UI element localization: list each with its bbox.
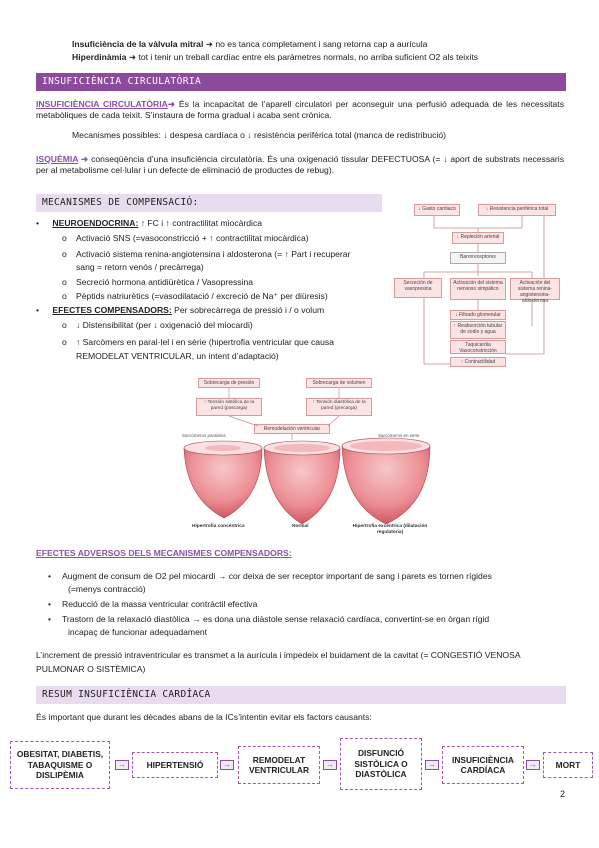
box-label: Activación del sistema renina-angiotensina-aldosterona	[517, 280, 553, 304]
adverse-item-text: Reducció de la massa ventricular contràctil efectiva	[62, 599, 258, 609]
mecanismes-text: Mecanismes possibles: ↓ despesa cardíaca o ↓ resistència perifèrica total (manca de redistribució)	[72, 130, 446, 140]
neuro-label: NEUROENDOCRINA:	[52, 218, 139, 228]
flow-step-hipertensio	[132, 752, 218, 778]
box-label: Remodelación ventricular	[263, 426, 321, 432]
label-hipertrofia-concentrica	[192, 524, 245, 530]
sub-item-text: Activació SNS (=vasoconstricció + ↑ contractilitat miocàrdica)	[76, 233, 309, 243]
box-vasopresina	[394, 278, 442, 298]
box-label: Barorreceptores	[460, 254, 496, 260]
box-label: Taquicardia Vasoconstricción	[459, 342, 497, 354]
sub-item-text: Activació sistema renina-angiotensina i aldosterona (= ↑ Part i recuperar	[76, 249, 351, 259]
isquemia-text: conseqüència d’una insuficiència circulatòria. És una oxigenació tissular DEFECTUOSA (= ↓ aport de substrats necessaris per al metabolisme cel·lular i un defecte de eliminació de productes de rebug).	[36, 154, 564, 175]
term-circulatoria: INSUFICIÈNCIA CIRCULATÒRIA	[36, 99, 168, 109]
bullet-efectes	[36, 305, 324, 316]
increment-paragraph	[36, 650, 521, 661]
definition-text: És la incapacitat de l’aparell circulatori per aconseguir una perfusió adequada de les necessitats metabòliques de cada teixit. S’instaura de forma gradual i acaba sent crònica.	[36, 99, 564, 120]
compensation-flowchart-figure	[384, 194, 564, 372]
box-filtrado	[450, 310, 506, 320]
arrow-right-icon: →	[526, 760, 540, 770]
bullet-neuroendocrina	[36, 218, 262, 229]
box-barorreceptores	[450, 252, 506, 264]
box-taquicardia	[450, 340, 506, 354]
increment-text: PULMONAR O SISTÈMICA)	[36, 664, 146, 674]
intro-line-1	[72, 39, 427, 50]
bullet-dot-icon: •	[36, 218, 40, 228]
intro-line-2	[72, 52, 478, 63]
caption-text: Sarcómeros en serie	[378, 433, 420, 438]
efectes-text: Per sobrecàrrega de pressió i / o volum	[174, 305, 325, 315]
flow-step-label: HIPERTENSIÓ	[146, 759, 204, 770]
section-title: INSUFICIÈNCIA CIRCULATÒRIA	[42, 76, 202, 87]
box-resistencia	[478, 204, 556, 216]
sub-item-text: sang = retorn venós / precàrrega)	[76, 262, 204, 272]
intro-text-1: no es tanca completament i sang retorna cap a aurícula	[215, 39, 428, 49]
arrow-right-icon: ➜	[128, 52, 139, 62]
arrow-right-icon: ➜	[167, 99, 179, 109]
section-title: MECANISMES DE COMPENSACIÓ:	[42, 197, 199, 208]
sub-bullet-icon: o	[62, 291, 67, 301]
term-isquemia: ISQUÈMIA	[36, 154, 79, 164]
caption-text: Normal	[292, 524, 309, 529]
arrow-right-icon: →	[220, 760, 234, 770]
adverse-item	[48, 614, 489, 625]
intro-term-2: Hiperdinàmia	[72, 52, 127, 62]
sub-bullet-icon: o	[62, 337, 67, 347]
resum-intro	[36, 712, 372, 723]
box-reabsorcion	[450, 321, 506, 339]
adverse-item	[48, 571, 492, 582]
resum-intro-text: És important que durant les dècades abans de la ICs’intentin evitar els factors causants:	[36, 712, 372, 722]
arrow-right-icon: ➜	[78, 154, 92, 164]
adverse-item-text: Trastorn de la relaxació diastòlica → es dona una diàstole sense relaxació cardíaca, convertint-se en òrgan rígid	[62, 614, 490, 624]
flow-step-mort	[543, 752, 593, 778]
sub-item-text: ↓ Distensibilitat (per ↓ oxigenació del miocardi)	[76, 320, 253, 330]
sub-item-text: ↑ Sarcòmers en paral·lel i en sèrie (hipertrofia ventricular que causa	[76, 337, 334, 347]
ventricular-remodeling-figure	[178, 378, 434, 538]
box-label: Activación del sistema nervioso simpático	[453, 280, 503, 292]
box-label: ↑ Contractilidad	[460, 359, 496, 365]
flow-step-label: DISFUNCIÓ SISTÒLICA O DIASTÒLICA	[354, 748, 408, 780]
label-hipertrofia-excentrica	[350, 524, 430, 536]
adverse-item	[48, 599, 257, 610]
box-label: ↓ Repleción arterial	[456, 234, 500, 240]
bullet-dot-icon: •	[48, 571, 52, 581]
box-renina	[510, 278, 560, 304]
flow-step-label: OBESITAT, DIABETIS, TABAQUISME O DISLIPÈMIA	[16, 749, 104, 781]
caption-text: Sarcómeros paralelos	[182, 433, 226, 438]
section-header-mecanismes	[36, 194, 382, 212]
sub-bullet-icon: o	[62, 277, 67, 287]
bullet-dot-icon: •	[36, 305, 40, 315]
page-number-text: 2	[559, 789, 565, 799]
flow-step-insuficiencia	[442, 746, 524, 784]
sub-item	[62, 277, 253, 288]
box-label: Sobrecarga de volumen	[312, 380, 366, 386]
sub-item	[62, 233, 309, 244]
circulatoria-definition	[36, 99, 564, 121]
sub-bullet-icon: o	[62, 320, 67, 330]
box-label: ↓ Gasto cardiaco	[418, 206, 456, 212]
sub-bullet-icon: o	[62, 249, 67, 259]
box-label: ↓ Filtrado glomerular	[455, 312, 501, 318]
sub-item	[62, 291, 328, 302]
box-label: Sobrecarga de presión	[203, 380, 255, 386]
sub-item-cont	[76, 351, 279, 362]
flow-step-label: INSUFICIÈNCIA CARDÍACA	[452, 754, 514, 775]
box-label: ↑ Tensión diastólica de la pared (precarga)	[312, 400, 366, 411]
section-header-circulatoria	[36, 73, 566, 91]
arrow-right-icon: →	[425, 760, 439, 770]
sub-item-cont	[76, 262, 204, 273]
box-label: ↓ Resistencia periférica total	[485, 206, 549, 212]
adversos-title-text: EFECTES ADVERSOS DELS MECANISMES COMPENSADORS:	[36, 548, 292, 558]
efectes-label: EFECTES COMPENSADORS:	[52, 305, 172, 315]
caption-text: Hipertrofia concéntrica	[192, 524, 245, 529]
arrow-right-icon: ➜	[205, 39, 216, 49]
box-label: ↑ Reabsorción tubular de sodio y agua	[453, 323, 503, 335]
sub-item-text: Pèptids natriurètics (=vasodilatació / excreció de Na⁺ per diüresis)	[76, 291, 328, 301]
hearts-illustration	[178, 378, 434, 538]
flow-step-disfuncio	[340, 738, 422, 790]
box-repleccion	[452, 232, 504, 244]
adverse-item-text: Augment de consum de O2 pel miocardi → cor deixa de ser receptor important de sang i parets es tornen rígides	[62, 571, 492, 581]
sub-item	[62, 249, 350, 260]
box-gasto-cardiaco	[414, 204, 460, 216]
flow-step-risk-factors	[10, 741, 110, 789]
sub-item-text: Secreció hormona antidiürètica / Vasopressina	[76, 277, 254, 287]
box-label: ↑ Tensión sistólica de la pared (poscarga)	[203, 400, 255, 411]
adverse-item-cont	[68, 627, 207, 638]
flow-step-remodelat	[238, 746, 320, 784]
adverse-item-cont	[68, 584, 146, 595]
sub-item	[62, 320, 253, 331]
arrow-right-icon: →	[115, 760, 129, 770]
flow-step-label: REMODELAT VENTRICULAR	[248, 754, 310, 775]
page-number	[560, 789, 565, 801]
flow-step-label: MORT	[555, 759, 581, 770]
box-simpatico	[450, 278, 506, 300]
sub-item-text: REMODELAT VENTRICULAR, un intent d’adaptació)	[76, 351, 279, 361]
isquemia-paragraph	[36, 154, 564, 176]
box-label: Secreción de vasopresina	[403, 280, 433, 292]
sub-item	[62, 337, 334, 348]
arrow-right-icon: →	[323, 760, 337, 770]
intro-text-2: tot i tenir un treball cardíac entre els paràmetres normals, no arriba suficient O2 als teixits	[138, 52, 479, 62]
adversos-title	[36, 548, 292, 559]
mecanismes-possibles	[72, 130, 446, 141]
adverse-item-text: (=menys contracció)	[68, 584, 146, 594]
bullet-dot-icon: •	[48, 599, 52, 609]
increment-paragraph-cont	[36, 664, 145, 675]
section-header-resum	[36, 686, 566, 704]
box-contractilidad	[450, 357, 506, 367]
bullet-dot-icon: •	[48, 614, 52, 624]
sub-bullet-icon: o	[62, 233, 67, 243]
caption-text: Hipertrofia excéntrica (dilatación regulatoria)	[352, 524, 428, 536]
section-title: RESUM INSUFICIÈNCIA CARDÍACA	[42, 689, 211, 700]
label-normal	[292, 524, 309, 530]
neuro-text: ↑ FC i ↑ contractilitat miocàrdica	[140, 218, 263, 228]
increment-text: L’increment de pressió intraventricular es transmet a la aurícula i impedeix el buidament de la cavitat (= CONGESTIÓ VENOSA	[36, 650, 521, 660]
adverse-item-text: incapaç de funcionar adequadament	[68, 627, 208, 637]
intro-term-1: Insuficiència de la vàlvula mitral	[72, 39, 204, 49]
